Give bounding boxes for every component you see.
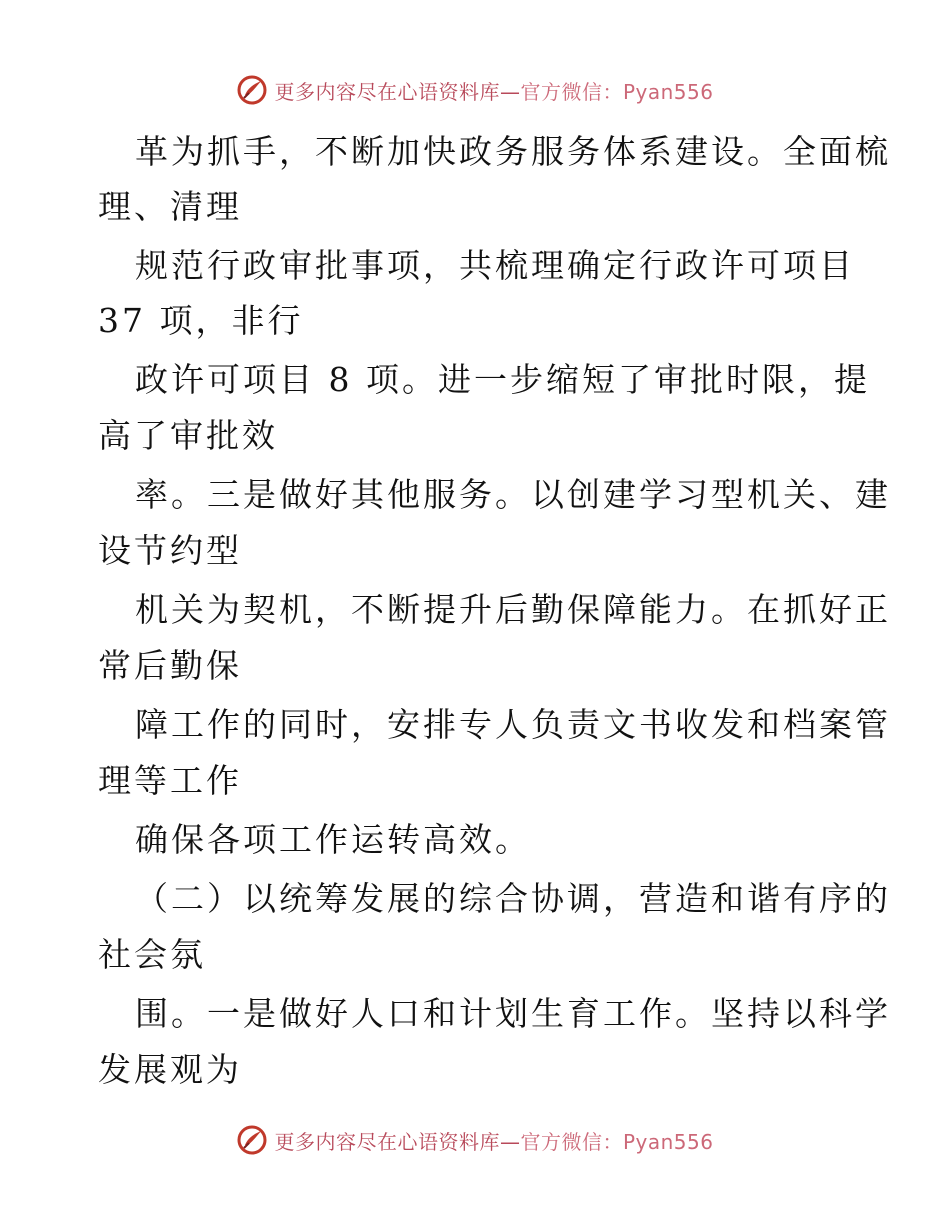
text-line: 机关为契机，不断提升后勤保障能力。在抓好正 bbox=[135, 590, 891, 629]
text-line: 理等工作 bbox=[98, 761, 242, 800]
text-line: 发展观为 bbox=[98, 1050, 242, 1089]
banner-dash: — bbox=[499, 1129, 521, 1154]
heart-quill-logo-icon bbox=[236, 1124, 268, 1156]
text-line: 政许可项目 8 项。进一步缩短了审批时限，提 bbox=[135, 360, 870, 399]
text-line: 设节约型 bbox=[98, 531, 242, 570]
text-line: 围。一是做好人口和计划生育工作。坚持以科学 bbox=[135, 994, 891, 1033]
banner-wechat-text: 官方微信：Pyan556 bbox=[520, 79, 714, 104]
text-line: 障工作的同时，安排专人负责文书收发和档案管 bbox=[135, 705, 891, 744]
text-line: 理、清理 bbox=[98, 187, 242, 226]
text-line: 37 项，非行 bbox=[98, 301, 304, 340]
banner-main-text: 更多内容尽在心语资料库 bbox=[274, 1129, 500, 1154]
text-line: （二）以统筹发展的综合协调，营造和谐有序的 bbox=[135, 879, 891, 918]
banner-text bbox=[274, 1126, 713, 1155]
banner-wechat-text: 官方微信：Pyan556 bbox=[520, 1129, 714, 1154]
text-line: 高了审批效 bbox=[98, 416, 278, 455]
text-line: 规范行政审批事项，共梳理确定行政许可项目 bbox=[135, 246, 855, 285]
text-line: 社会氛 bbox=[98, 935, 206, 974]
banner-dash: — bbox=[499, 79, 521, 104]
text-line: 常后勤保 bbox=[98, 646, 242, 685]
footer-banner bbox=[0, 1120, 950, 1160]
text-line: 革为抓手，不断加快政务服务体系建设。全面梳 bbox=[135, 132, 891, 171]
header-banner bbox=[0, 70, 950, 110]
text-line: 率。三是做好其他服务。以创建学习型机关、建 bbox=[135, 475, 891, 514]
banner-main-text: 更多内容尽在心语资料库 bbox=[274, 79, 500, 104]
text-line: 确保各项工作运转高效。 bbox=[135, 820, 531, 859]
heart-quill-logo-icon bbox=[236, 74, 268, 106]
banner-text bbox=[274, 76, 713, 105]
